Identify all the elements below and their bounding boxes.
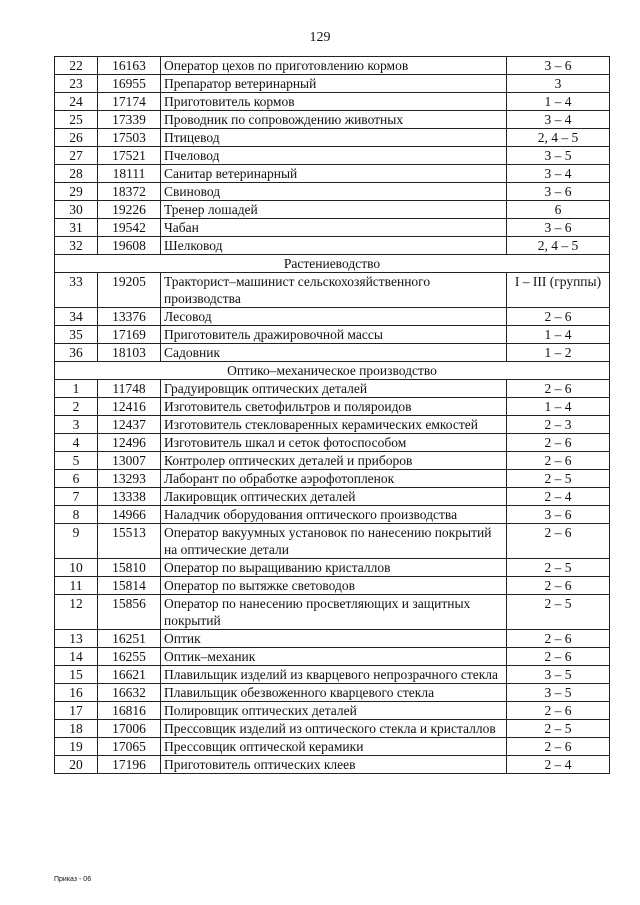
section-header-row (55, 255, 610, 273)
row-number-cell: 28 (55, 165, 98, 183)
profession-code-cell: 15856 (98, 595, 161, 630)
profession-code-cell: 18372 (98, 183, 161, 201)
profession-name-cell: Садовник (161, 344, 507, 362)
table-row (55, 93, 610, 111)
grade-range-cell: 3 – 5 (507, 147, 610, 165)
row-number-cell: 20 (55, 756, 98, 774)
table-row (55, 344, 610, 362)
row-number-cell: 25 (55, 111, 98, 129)
grade-range-cell: 2 – 4 (507, 756, 610, 774)
profession-code-cell: 13338 (98, 488, 161, 506)
row-number-cell: 7 (55, 488, 98, 506)
profession-code-cell: 12496 (98, 434, 161, 452)
profession-name-cell: Плавильщик изделий из кварцевого непрозрачного стекла (161, 666, 507, 684)
profession-code-cell: 14966 (98, 506, 161, 524)
table-row (55, 524, 610, 559)
row-number-cell: 9 (55, 524, 98, 559)
table-row (55, 111, 610, 129)
row-number-cell: 26 (55, 129, 98, 147)
table-row (55, 630, 610, 648)
table-row (55, 720, 610, 738)
grade-range-cell: 2 – 5 (507, 720, 610, 738)
profession-name-cell: Препаратор ветеринарный (161, 75, 507, 93)
profession-code-cell: 17065 (98, 738, 161, 756)
profession-name-cell: Прессовщик оптической керамики (161, 738, 507, 756)
grade-range-cell: 2 – 6 (507, 738, 610, 756)
profession-code-cell: 16816 (98, 702, 161, 720)
grade-range-cell: 2 – 6 (507, 380, 610, 398)
grade-range-cell: 2 – 5 (507, 559, 610, 577)
row-number-cell: 1 (55, 380, 98, 398)
profession-name-cell: Чабан (161, 219, 507, 237)
profession-code-cell: 17169 (98, 326, 161, 344)
grade-range-cell: 3 – 6 (507, 183, 610, 201)
table-row (55, 684, 610, 702)
row-number-cell: 23 (55, 75, 98, 93)
grade-range-cell: 2 – 6 (507, 524, 610, 559)
profession-name-cell: Лакировщик оптических деталей (161, 488, 507, 506)
profession-name-cell: Изготовитель шкал и сеток фотоспособом (161, 434, 507, 452)
profession-code-cell: 17006 (98, 720, 161, 738)
profession-name-cell: Свиновод (161, 183, 507, 201)
profession-name-cell: Полировщик оптических деталей (161, 702, 507, 720)
row-number-cell: 34 (55, 308, 98, 326)
profession-name-cell: Изготовитель светофильтров и поляроидов (161, 398, 507, 416)
profession-name-cell: Оператор вакуумных установок по нанесению покрытий на оптические детали (161, 524, 507, 559)
profession-code-cell: 16255 (98, 648, 161, 666)
row-number-cell: 6 (55, 470, 98, 488)
profession-code-cell: 12416 (98, 398, 161, 416)
row-number-cell: 15 (55, 666, 98, 684)
row-number-cell: 11 (55, 577, 98, 595)
row-number-cell: 2 (55, 398, 98, 416)
table-row (55, 559, 610, 577)
table-row (55, 452, 610, 470)
grade-range-cell: I – III (группы) (507, 273, 610, 308)
profession-name-cell: Лесовод (161, 308, 507, 326)
table-row (55, 237, 610, 255)
grade-range-cell: 3 – 4 (507, 165, 610, 183)
footer-note: Приказ - 06 (54, 876, 92, 883)
profession-code-cell: 19542 (98, 219, 161, 237)
row-number-cell: 14 (55, 648, 98, 666)
profession-name-cell: Оператор цехов по приготовлению кормов (161, 57, 507, 75)
table-row (55, 648, 610, 666)
profession-code-cell: 11748 (98, 380, 161, 398)
profession-name-cell: Наладчик оборудования оптического производства (161, 506, 507, 524)
professions-table (54, 56, 610, 774)
grade-range-cell: 3 – 6 (507, 219, 610, 237)
profession-code-cell: 16621 (98, 666, 161, 684)
page-number: 129 (309, 30, 331, 45)
profession-code-cell: 17503 (98, 129, 161, 147)
grade-range-cell: 1 – 2 (507, 344, 610, 362)
profession-code-cell: 12437 (98, 416, 161, 434)
profession-name-cell: Градуировщик оптических деталей (161, 380, 507, 398)
profession-code-cell: 17196 (98, 756, 161, 774)
profession-name-cell: Приготовитель кормов (161, 93, 507, 111)
profession-name-cell: Оператор по нанесению просветляющих и защитных покрытий (161, 595, 507, 630)
row-number-cell: 3 (55, 416, 98, 434)
profession-code-cell: 13007 (98, 452, 161, 470)
profession-name-cell: Оператор по выращиванию кристаллов (161, 559, 507, 577)
profession-code-cell: 17521 (98, 147, 161, 165)
row-number-cell: 19 (55, 738, 98, 756)
grade-range-cell: 2, 4 – 5 (507, 237, 610, 255)
table-row (55, 470, 610, 488)
row-number-cell: 29 (55, 183, 98, 201)
profession-code-cell: 16251 (98, 630, 161, 648)
row-number-cell: 35 (55, 326, 98, 344)
profession-code-cell: 18103 (98, 344, 161, 362)
table-row (55, 398, 610, 416)
table-row (55, 326, 610, 344)
table-row (55, 129, 610, 147)
profession-name-cell: Приготовитель дражировочной массы (161, 326, 507, 344)
table-row (55, 416, 610, 434)
profession-code-cell: 15810 (98, 559, 161, 577)
grade-range-cell: 3 – 5 (507, 666, 610, 684)
profession-code-cell: 15513 (98, 524, 161, 559)
table-row (55, 702, 610, 720)
profession-code-cell: 17174 (98, 93, 161, 111)
table-row (55, 506, 610, 524)
row-number-cell: 10 (55, 559, 98, 577)
row-number-cell: 17 (55, 702, 98, 720)
row-number-cell: 31 (55, 219, 98, 237)
table-row (55, 57, 610, 75)
grade-range-cell: 2, 4 – 5 (507, 129, 610, 147)
profession-code-cell: 16163 (98, 57, 161, 75)
profession-name-cell: Тракторист–машинист сельскохозяйственного производства (161, 273, 507, 308)
grade-range-cell: 2 – 6 (507, 452, 610, 470)
profession-name-cell: Оператор по вытяжке световодов (161, 577, 507, 595)
profession-name-cell: Приготовитель оптических клеев (161, 756, 507, 774)
profession-name-cell: Проводник по сопровождению животных (161, 111, 507, 129)
row-number-cell: 5 (55, 452, 98, 470)
professions-table-body (55, 57, 610, 774)
section-title: Растениеводство (55, 255, 610, 273)
profession-code-cell: 18111 (98, 165, 161, 183)
profession-name-cell: Тренер лошадей (161, 201, 507, 219)
profession-name-cell: Оптик–механик (161, 648, 507, 666)
grade-range-cell: 2 – 5 (507, 470, 610, 488)
table-row (55, 380, 610, 398)
profession-code-cell: 13293 (98, 470, 161, 488)
profession-code-cell: 19226 (98, 201, 161, 219)
grade-range-cell: 2 – 6 (507, 630, 610, 648)
grade-range-cell: 2 – 3 (507, 416, 610, 434)
grade-range-cell: 3 – 4 (507, 111, 610, 129)
row-number-cell: 18 (55, 720, 98, 738)
table-row (55, 488, 610, 506)
section-header-row (55, 362, 610, 380)
row-number-cell: 27 (55, 147, 98, 165)
table-row (55, 201, 610, 219)
profession-code-cell: 17339 (98, 111, 161, 129)
profession-name-cell: Прессовщик изделий из оптического стекла и кристаллов (161, 720, 507, 738)
row-number-cell: 8 (55, 506, 98, 524)
profession-code-cell: 19608 (98, 237, 161, 255)
section-title: Оптико–механическое производство (55, 362, 610, 380)
row-number-cell: 22 (55, 57, 98, 75)
row-number-cell: 13 (55, 630, 98, 648)
grade-range-cell: 2 – 6 (507, 702, 610, 720)
row-number-cell: 4 (55, 434, 98, 452)
grade-range-cell: 6 (507, 201, 610, 219)
table-row (55, 75, 610, 93)
row-number-cell: 16 (55, 684, 98, 702)
row-number-cell: 36 (55, 344, 98, 362)
profession-name-cell: Изготовитель стекловаренных керамических емкостей (161, 416, 507, 434)
row-number-cell: 30 (55, 201, 98, 219)
table-row (55, 434, 610, 452)
grade-range-cell: 2 – 5 (507, 595, 610, 630)
grade-range-cell: 2 – 6 (507, 648, 610, 666)
grade-range-cell: 2 – 4 (507, 488, 610, 506)
grade-range-cell: 1 – 4 (507, 326, 610, 344)
profession-code-cell: 16632 (98, 684, 161, 702)
profession-name-cell: Контролер оптических деталей и приборов (161, 452, 507, 470)
row-number-cell: 24 (55, 93, 98, 111)
profession-code-cell: 19205 (98, 273, 161, 308)
grade-range-cell: 1 – 4 (507, 93, 610, 111)
row-number-cell: 32 (55, 237, 98, 255)
table-row (55, 273, 610, 308)
grade-range-cell: 2 – 6 (507, 434, 610, 452)
profession-code-cell: 15814 (98, 577, 161, 595)
grade-range-cell: 2 – 6 (507, 577, 610, 595)
profession-name-cell: Плавильщик обезвоженного кварцевого стекла (161, 684, 507, 702)
row-number-cell: 12 (55, 595, 98, 630)
grade-range-cell: 1 – 4 (507, 398, 610, 416)
grade-range-cell: 3 – 5 (507, 684, 610, 702)
table-row (55, 219, 610, 237)
table-row (55, 308, 610, 326)
profession-code-cell: 13376 (98, 308, 161, 326)
table-row (55, 756, 610, 774)
profession-name-cell: Пчеловод (161, 147, 507, 165)
table-row (55, 666, 610, 684)
profession-name-cell: Лаборант по обработке аэрофотопленок (161, 470, 507, 488)
profession-name-cell: Птицевод (161, 129, 507, 147)
table-row (55, 147, 610, 165)
profession-name-cell: Оптик (161, 630, 507, 648)
table-row (55, 738, 610, 756)
table-row (55, 165, 610, 183)
profession-name-cell: Санитар ветеринарный (161, 165, 507, 183)
profession-name-cell: Шелковод (161, 237, 507, 255)
grade-range-cell: 3 – 6 (507, 57, 610, 75)
row-number-cell: 33 (55, 273, 98, 308)
table-row (55, 595, 610, 630)
grade-range-cell: 2 – 6 (507, 308, 610, 326)
grade-range-cell: 3 – 6 (507, 506, 610, 524)
grade-range-cell: 3 (507, 75, 610, 93)
table-row (55, 183, 610, 201)
profession-code-cell: 16955 (98, 75, 161, 93)
table-row (55, 577, 610, 595)
